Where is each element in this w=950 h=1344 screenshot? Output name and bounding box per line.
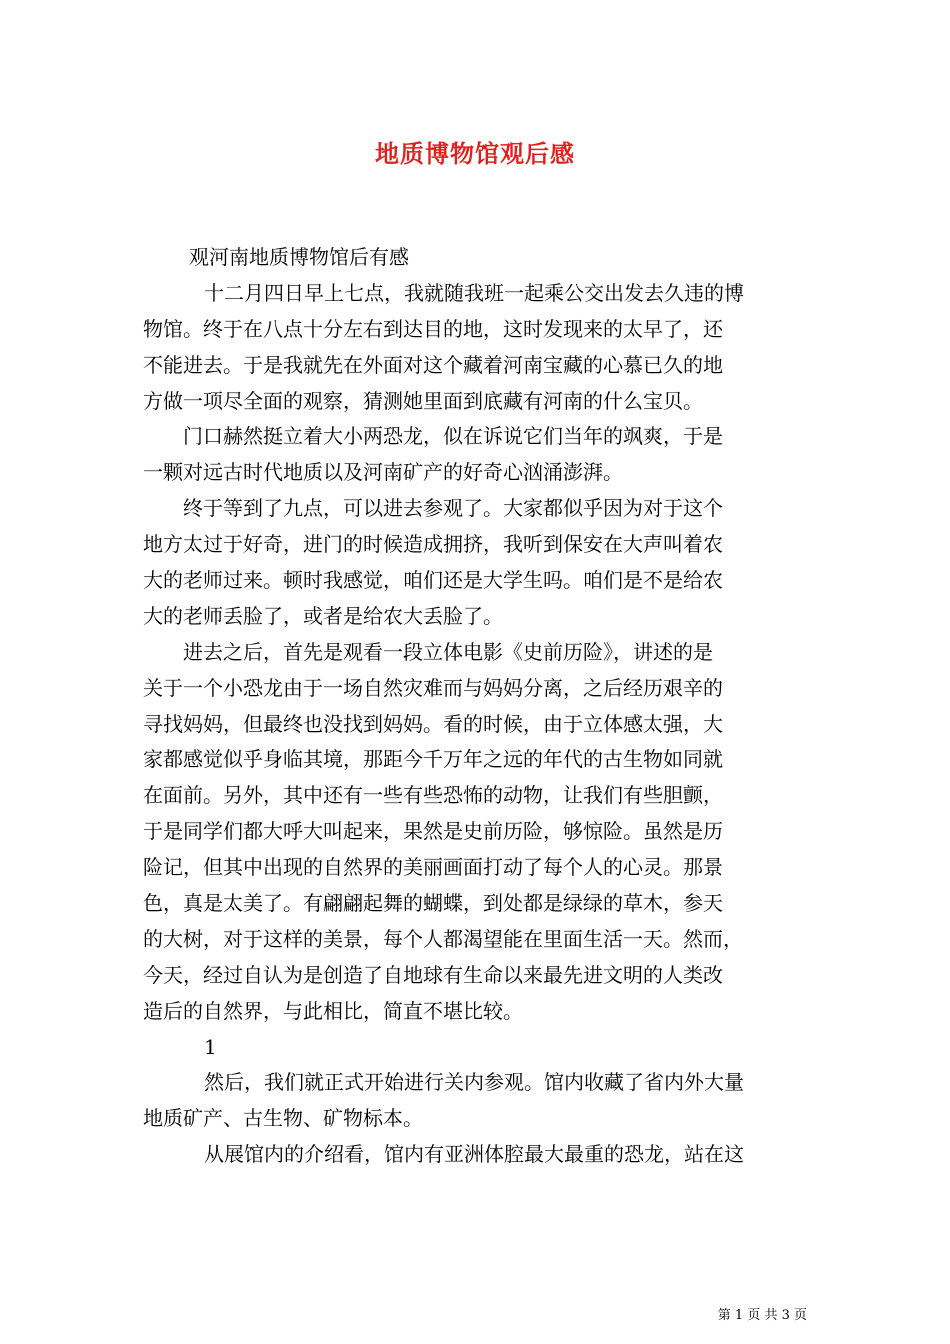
text-line: 从展馆内的介绍看，馆内有亚洲体腔最大最重的恐龙，站在这 <box>204 1142 744 1167</box>
text-line: 不能进去。于是我就先在外面对这个藏着河南宝藏的心慕已久的地 <box>143 352 723 377</box>
text-line: 寻找妈妈，但最终也没找到妈妈。看的时候，由于立体感太强，大 <box>143 711 723 736</box>
text-line: 门口赫然挺立着大小两恐龙，似在诉说它们当年的飒爽，于是 <box>183 424 723 449</box>
text-line: 色，真是太美了。有翩翩起舞的蝴蝶，到处都是绿绿的草木，参天 <box>143 891 723 916</box>
text-line: 十二月四日早上七点，我就随我班一起乘公交出发去久违的博 <box>204 280 744 305</box>
text-line: 险记，但其中出现的自然界的美丽画面打动了每个人的心灵。那景 <box>143 855 723 880</box>
document-body <box>143 240 807 1173</box>
text-line: 地方太过于好奇，进门的时候造成拥挤，我听到保安在大声叫着农 <box>143 532 723 557</box>
text-line: 大的老师过来。顿时我感觉，咱们还是大学生吗。咱们是不是给农 <box>143 568 723 593</box>
text-line: 方做一项尽全面的观察，猜测她里面到底藏有河南的什么宝贝。 <box>143 388 703 413</box>
text-line: 一颗对远古时代地质以及河南矿产的好奇心汹涌澎湃。 <box>143 460 623 485</box>
text-line: 的大树，对于这样的美景，每个人都渴望能在里面生活一天。然而， <box>143 926 743 951</box>
text-line: 家都感觉似乎身临其境，那距今千万年之远的年代的古生物如同就 <box>143 747 723 772</box>
text-line: 进去之后，首先是观看一段立体电影《史前历险》，讲述的是 <box>183 639 713 664</box>
text-line: 物馆。终于在八点十分左右到达目的地，这时发现来的太早了，还 <box>143 316 723 341</box>
text-line: 造后的自然界，与此相比，简直不堪比较。 <box>143 998 523 1023</box>
text-line: 在面前。另外，其中还有一些有些恐怖的动物，让我们有些胆颤， <box>143 783 723 808</box>
text-line: 大的老师丢脸了，或者是给农大丢脸了。 <box>143 603 503 628</box>
text-line: 地质矿产、古生物、矿物标本。 <box>143 1106 423 1131</box>
text-line: 关于一个小恐龙由于一场自然灾难而与妈妈分离，之后经历艰辛的 <box>143 675 723 700</box>
text-line: 终于等到了九点，可以进去参观了。大家都似乎因为对于这个 <box>183 496 723 521</box>
page-number-inline: 1 <box>204 1034 217 1059</box>
text-line: 然后，我们就正式开始进行关内参观。馆内收藏了省内外大量 <box>204 1070 744 1095</box>
text-line: 今天，经过自认为是创造了自地球有生命以来最先进文明的人类改 <box>143 962 723 987</box>
text-line: 观河南地质博物馆后有感 <box>189 245 409 269</box>
document-title: 地质博物馆观后感 <box>375 139 575 168</box>
text-line: 于是同学们都大呼大叫起来，果然是史前历险，够惊险。虽然是历 <box>143 819 723 844</box>
page-footer: 第 1 页 共 3 页 <box>717 1308 807 1323</box>
